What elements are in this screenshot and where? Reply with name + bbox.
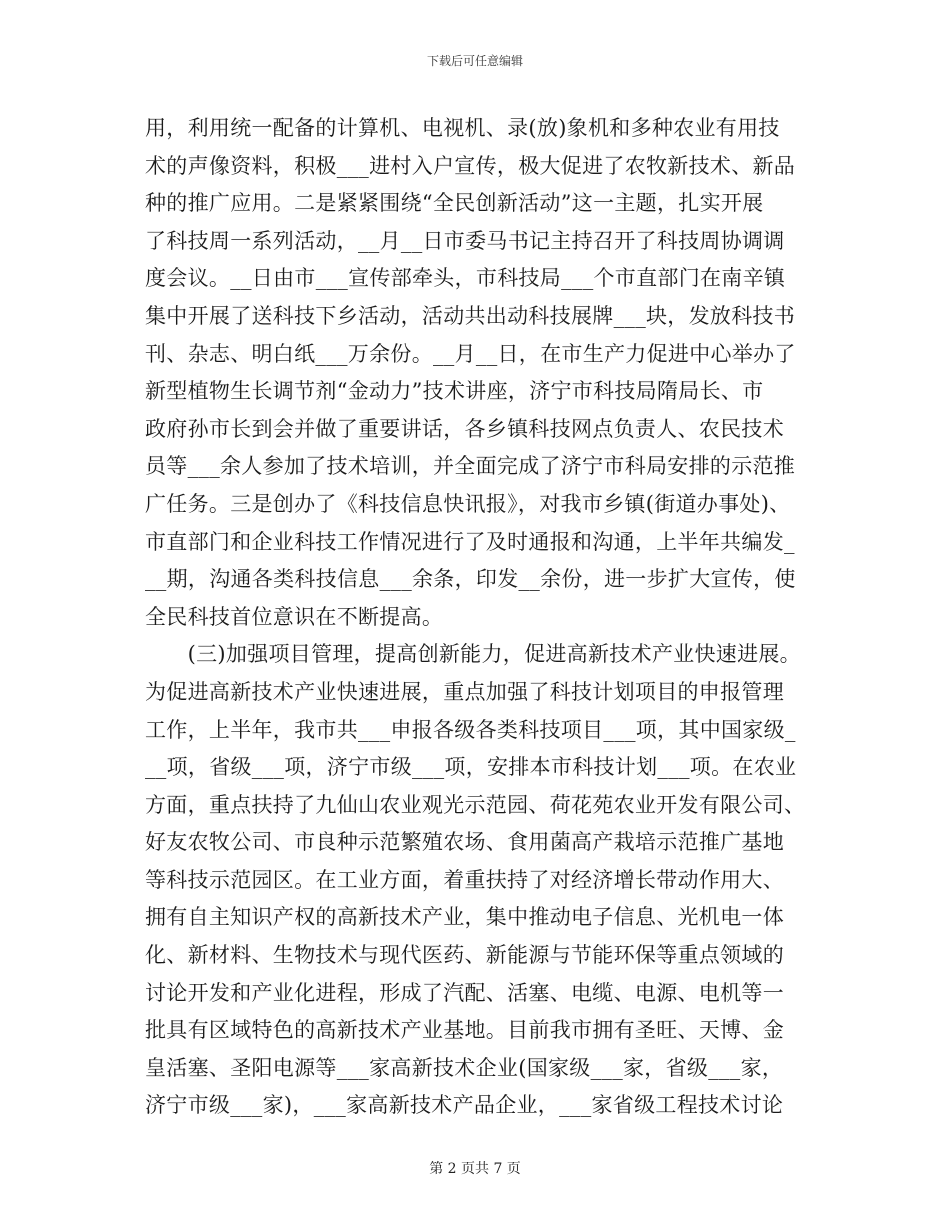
- text-line: 讨论开发和产业化进程，形成了汽配、活塞、电缆、电源、电机等一: [145, 980, 784, 1005]
- text-line: 新型植物生长调节剂“金动力”技术讲座，济宁市科技局隋局长、市: [145, 379, 764, 404]
- text-line: 了科技周一系列活动，__月__日市委马书记主持召开了科技周协调调: [145, 228, 785, 253]
- text-line: 化、新材料、生物技术与现代医药、新能源与节能环保等重点领域的: [145, 943, 784, 968]
- text-line: 政府孙市长到会并做了重要讲话，各乡镇科技网点负责人、农民技术: [145, 416, 784, 441]
- text-line: 皇活塞、圣阳电源等___家高新技术企业(国家级___家，省级___家，: [145, 1055, 784, 1080]
- text-line: 好友农牧公司、市良种示范繁殖农场、食用菌高产栽培示范推广基地: [145, 830, 784, 855]
- section-heading-line: (三)加强项目管理，提高创新能力，促进高新技术产业快速进展。: [145, 642, 801, 667]
- text-line: 济宁市级___家)，___家高新技术产品企业，___家省级工程技术讨论: [145, 1093, 784, 1118]
- text-line: 批具有区域特色的高新技术产业基地。目前我市拥有圣旺、天博、金: [145, 1018, 784, 1043]
- text-line: 用，利用统一配备的计算机、电视机、录(放)象机和多种农业有用技: [145, 116, 780, 140]
- text-line: 全民科技首位意识在不断提高。: [145, 604, 444, 629]
- text-line: __项，省级___项，济宁市级___项，安排本市科技计划___项。在农业: [145, 755, 797, 780]
- page-footer: 第 2 页共 7 页: [429, 1161, 521, 1177]
- text-line: 拥有自主知识产权的高新技术产业，集中推动电子信息、光机电一体: [145, 905, 784, 930]
- text-line: 工作，上半年，我市共___申报各级各类科技项目___项，其中国家级_: [145, 717, 796, 742]
- text-line: 种的推广应用。二是紧紧围绕“全民创新活动”这一主题，扎实开展: [145, 191, 764, 216]
- text-line: __期，沟通各类科技信息___余条，印发__余份，进一步扩大宣传，使: [145, 567, 796, 592]
- text-line: 方面，重点扶持了九仙山农业观光示范园、荷花苑农业开发有限公司、: [145, 792, 806, 817]
- text-line: 员等___余人参加了技术培训，并全面完成了济宁市科局安排的示范推: [145, 454, 796, 479]
- text-line: 度会议。__日由市___宣传部牵头，市科技局___个市直部门在南辛镇: [145, 266, 786, 291]
- text-line: 为促进高新技术产业快速进展，重点加强了科技计划项目的申报管理: [145, 679, 784, 704]
- text-line: 等科技示范园区。在工业方面，着重扶持了对经济增长带动作用大、: [145, 867, 784, 892]
- body-text: [145, 110, 825, 1125]
- text-line: 广任务。三是创办了《科技信息快讯报》，对我市乡镇(街道办事处)、: [145, 491, 791, 516]
- text-line: 刊、杂志、明白纸___万余份。__月__日，在市生产力促进中心举办了: [145, 341, 796, 366]
- page-header: 下载后可任意编辑: [426, 54, 523, 68]
- text-line: 集中开展了送科技下乡活动，活动共出动科技展牌___块，发放科技书: [145, 303, 796, 328]
- text-line: 市直部门和企业科技工作情况进行了及时通报和沟通，上半年共编发_: [145, 529, 795, 554]
- text-line: 术的声像资料，积极___进村入户宣传，极大促进了农牧新技术、新品: [145, 153, 796, 178]
